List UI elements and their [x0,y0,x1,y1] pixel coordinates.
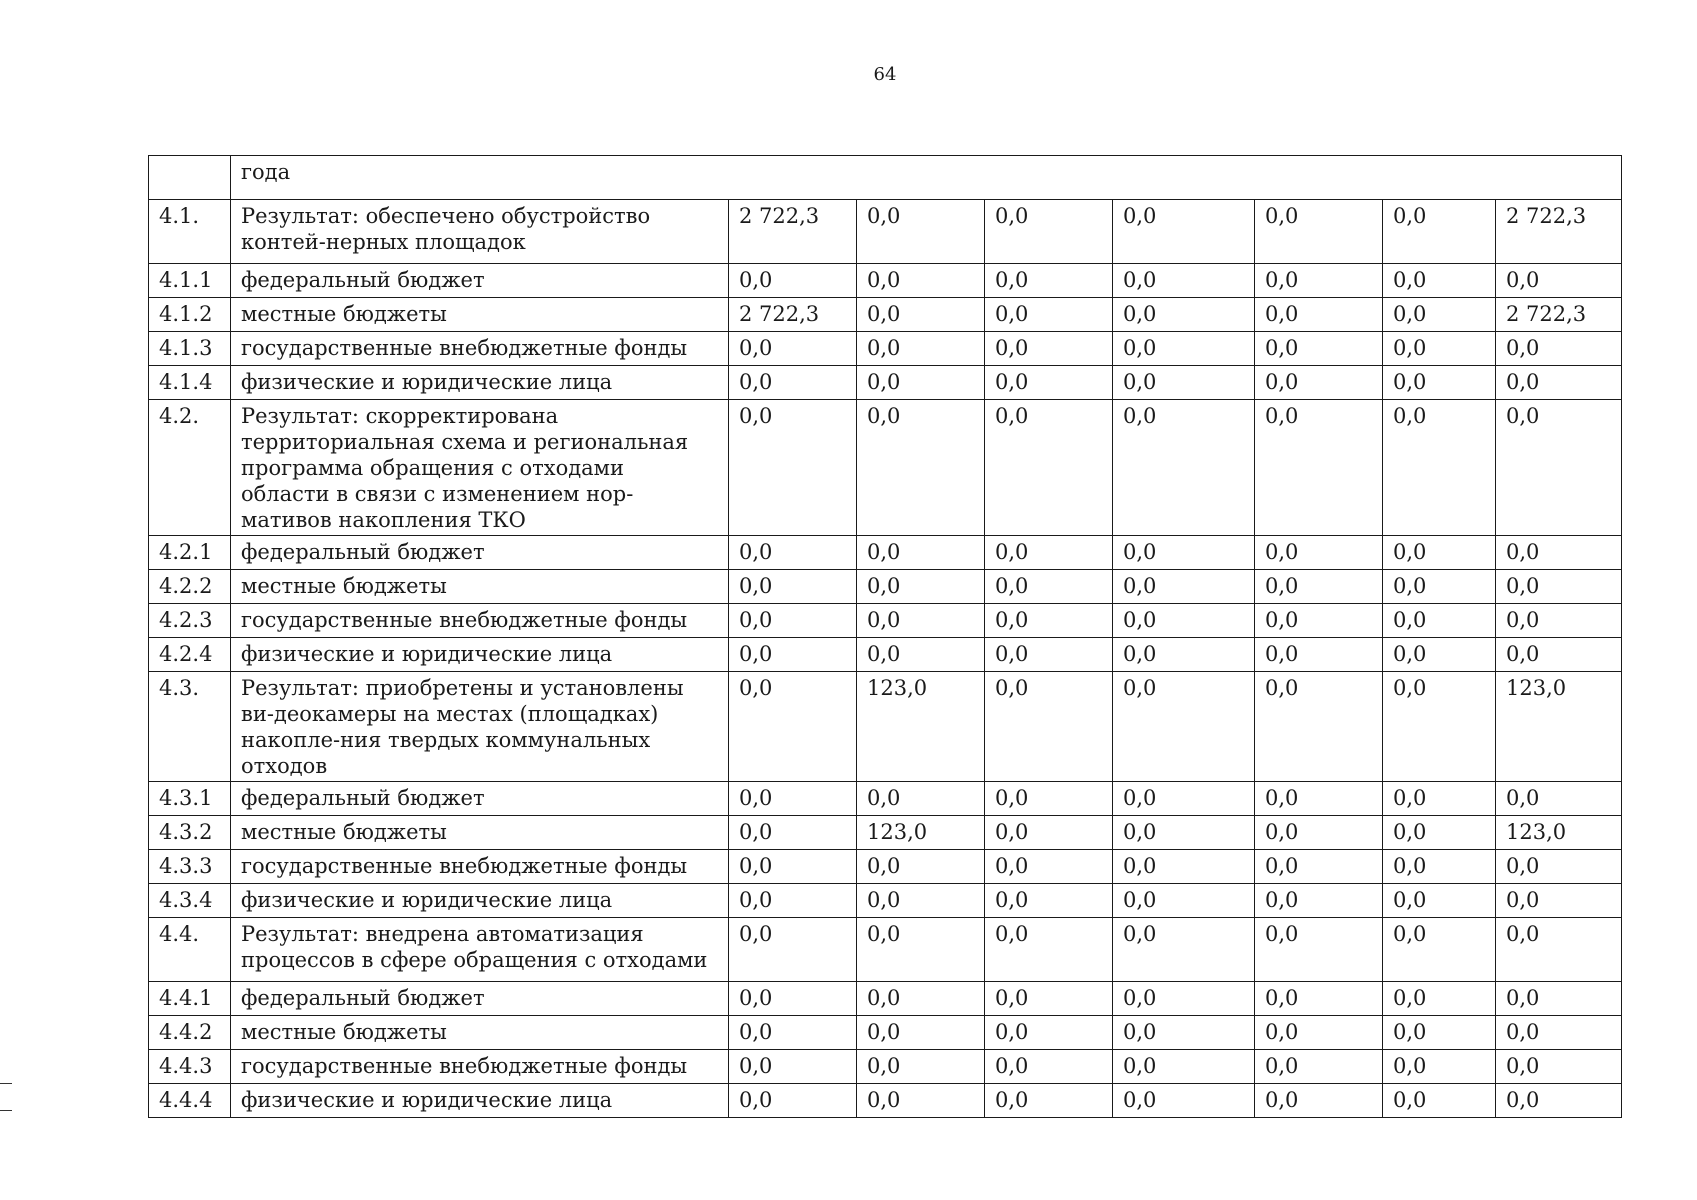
row-name: федеральный бюджет [231,536,729,570]
row-name: федеральный бюджет [231,264,729,298]
row-value: 0,0 [857,982,985,1016]
row-value: 0,0 [1496,400,1622,536]
row-name: государственные внебюджетные фонды [231,332,729,366]
row-value: 0,0 [1113,264,1255,298]
row-value: 0,0 [857,884,985,918]
row-name: физические и юридические лица [231,1084,729,1118]
row-value: 0,0 [985,782,1113,816]
row-value: 0,0 [985,400,1113,536]
row-value: 0,0 [857,1016,985,1050]
table-row [149,782,1622,816]
row-value: 0,0 [985,884,1113,918]
row-value: 0,0 [729,982,857,1016]
row-name: государственные внебюджетные фонды [231,604,729,638]
row-value: 0,0 [1113,1084,1255,1118]
row-value: 2 722,3 [729,298,857,332]
row-value: 0,0 [1255,536,1383,570]
table-header-row [149,156,1622,200]
row-value: 0,0 [1496,1016,1622,1050]
row-value: 0,0 [1383,638,1496,672]
row-value: 0,0 [1113,298,1255,332]
row-value: 0,0 [1255,298,1383,332]
row-value: 0,0 [729,536,857,570]
row-value: 0,0 [1255,200,1383,264]
row-value: 0,0 [729,1084,857,1118]
row-value: 0,0 [1255,982,1383,1016]
row-code: 4.4. [149,918,231,982]
row-value: 0,0 [729,782,857,816]
row-name: федеральный бюджет [231,982,729,1016]
table-row [149,1050,1622,1084]
row-value: 0,0 [985,1050,1113,1084]
row-value: 0,0 [1496,1084,1622,1118]
row-value: 0,0 [857,638,985,672]
row-value: 0,0 [1383,298,1496,332]
row-value: 0,0 [985,850,1113,884]
row-value: 0,0 [857,604,985,638]
row-code: 4.2.1 [149,536,231,570]
row-value: 123,0 [857,816,985,850]
row-value: 0,0 [1255,264,1383,298]
table-row [149,536,1622,570]
row-value: 0,0 [1255,400,1383,536]
row-code: 4.4.4 [149,1084,231,1118]
row-value: 0,0 [857,366,985,400]
row-name: местные бюджеты [231,1016,729,1050]
row-name: местные бюджеты [231,298,729,332]
row-value: 0,0 [1113,918,1255,982]
row-name: физические и юридические лица [231,884,729,918]
row-name: государственные внебюджетные фонды [231,1050,729,1084]
row-value: 0,0 [729,1050,857,1084]
row-code: 4.1.2 [149,298,231,332]
row-value: 0,0 [1113,672,1255,782]
header-code-cell [149,156,231,200]
row-code: 4.1.1 [149,264,231,298]
scan-edge-mark [0,1083,12,1084]
row-value: 0,0 [1255,884,1383,918]
row-value: 0,0 [729,918,857,982]
row-value: 0,0 [1255,604,1383,638]
row-value: 0,0 [985,536,1113,570]
row-value: 0,0 [1113,850,1255,884]
row-value: 2 722,3 [729,200,857,264]
row-value: 0,0 [729,638,857,672]
row-value: 0,0 [1255,816,1383,850]
table-row [149,570,1622,604]
row-value: 0,0 [1113,884,1255,918]
row-code: 4.3. [149,672,231,782]
row-name: физические и юридические лица [231,366,729,400]
row-value: 0,0 [729,816,857,850]
row-value: 0,0 [985,638,1113,672]
page-number: 64 [873,64,897,85]
row-value: 0,0 [1113,332,1255,366]
row-value: 123,0 [1496,816,1622,850]
row-value: 123,0 [857,672,985,782]
row-value: 0,0 [1255,918,1383,982]
row-name: государственные внебюджетные фонды [231,850,729,884]
row-name: местные бюджеты [231,816,729,850]
row-value: 0,0 [985,366,1113,400]
table-row [149,298,1622,332]
row-value: 0,0 [1383,850,1496,884]
row-code: 4.1.3 [149,332,231,366]
table-row [149,366,1622,400]
row-value: 0,0 [1383,782,1496,816]
row-value: 0,0 [1496,604,1622,638]
row-code: 4.2.2 [149,570,231,604]
row-code: 4.3.1 [149,782,231,816]
row-code: 4.4.3 [149,1050,231,1084]
row-value: 0,0 [1383,536,1496,570]
table-row [149,1016,1622,1050]
row-value: 0,0 [1496,884,1622,918]
row-value: 0,0 [857,400,985,536]
row-value: 0,0 [1113,200,1255,264]
header-text-cell: года [231,156,1622,200]
row-value: 0,0 [1496,570,1622,604]
table-row [149,918,1622,982]
row-value: 0,0 [1496,638,1622,672]
row-code: 4.2.3 [149,604,231,638]
row-value: 0,0 [1383,570,1496,604]
row-name: Результат: скорректирована территориальная схема и региональная программа обращения с отходами области в связи с изменением нор-мативов накопления ТКО [231,400,729,536]
row-value: 2 722,3 [1496,200,1622,264]
row-value: 0,0 [729,400,857,536]
row-code: 4.3.4 [149,884,231,918]
row-value: 0,0 [985,918,1113,982]
row-value: 0,0 [857,298,985,332]
row-value: 0,0 [729,570,857,604]
row-value: 0,0 [1255,1084,1383,1118]
row-value: 0,0 [1383,332,1496,366]
row-code: 4.2. [149,400,231,536]
row-value: 0,0 [985,264,1113,298]
row-value: 0,0 [1113,536,1255,570]
table-row [149,200,1622,264]
row-value: 0,0 [729,850,857,884]
table-row [149,1084,1622,1118]
row-value: 0,0 [1113,1050,1255,1084]
row-value: 0,0 [1113,982,1255,1016]
row-value: 0,0 [1113,1016,1255,1050]
row-value: 0,0 [1496,536,1622,570]
row-value: 0,0 [1383,816,1496,850]
row-value: 0,0 [1113,604,1255,638]
row-code: 4.4.2 [149,1016,231,1050]
row-value: 0,0 [1113,366,1255,400]
row-value: 0,0 [729,672,857,782]
row-value: 0,0 [1113,816,1255,850]
row-value: 0,0 [857,570,985,604]
table-row [149,850,1622,884]
row-value: 0,0 [1496,332,1622,366]
row-value: 0,0 [1383,1084,1496,1118]
row-value: 0,0 [1496,1050,1622,1084]
row-value: 0,0 [857,536,985,570]
row-code: 4.1. [149,200,231,264]
table-row [149,982,1622,1016]
row-value: 0,0 [985,1016,1113,1050]
row-value: 0,0 [1255,570,1383,604]
row-value: 0,0 [985,1084,1113,1118]
row-value: 0,0 [857,332,985,366]
row-value: 0,0 [1496,782,1622,816]
table-row [149,638,1622,672]
row-value: 0,0 [1255,1050,1383,1084]
row-name: Результат: внедрена автоматизация процессов в сфере обращения с отходами [231,918,729,982]
row-value: 0,0 [985,570,1113,604]
row-value: 0,0 [1383,918,1496,982]
row-name: Результат: обеспечено обустройство контей-нерных площадок [231,200,729,264]
table-row [149,332,1622,366]
row-name: физические и юридические лица [231,638,729,672]
row-value: 0,0 [1496,366,1622,400]
row-value: 0,0 [1113,782,1255,816]
row-value: 0,0 [1383,884,1496,918]
row-value: 0,0 [857,782,985,816]
table-row [149,604,1622,638]
row-value: 0,0 [1255,782,1383,816]
row-code: 4.3.2 [149,816,231,850]
row-value: 0,0 [1113,570,1255,604]
row-value: 0,0 [985,604,1113,638]
row-value: 0,0 [857,200,985,264]
row-value: 0,0 [1113,638,1255,672]
table-row [149,672,1622,782]
row-value: 0,0 [1496,850,1622,884]
table-row [149,264,1622,298]
row-value: 0,0 [857,918,985,982]
row-value: 0,0 [1496,264,1622,298]
row-value: 0,0 [1383,672,1496,782]
row-name: местные бюджеты [231,570,729,604]
row-value: 0,0 [1383,366,1496,400]
row-value: 0,0 [1383,400,1496,536]
row-value: 0,0 [1383,604,1496,638]
row-value: 0,0 [1255,1016,1383,1050]
table-body [149,156,1622,1118]
row-value: 0,0 [857,1050,985,1084]
row-value: 0,0 [985,298,1113,332]
row-value: 0,0 [1255,366,1383,400]
row-value: 0,0 [1383,1050,1496,1084]
row-value: 0,0 [1383,264,1496,298]
row-name: Результат: приобретены и установлены ви-деокамеры на местах (площадках) накопле-ния твердых коммунальных отходов [231,672,729,782]
table-row [149,816,1622,850]
row-value: 0,0 [1255,332,1383,366]
row-value: 0,0 [729,884,857,918]
row-name: федеральный бюджет [231,782,729,816]
row-value: 0,0 [1383,1016,1496,1050]
row-value: 123,0 [1496,672,1622,782]
row-value: 0,0 [1255,850,1383,884]
row-code: 4.1.4 [149,366,231,400]
row-value: 0,0 [1383,200,1496,264]
row-value: 0,0 [729,332,857,366]
row-value: 0,0 [985,672,1113,782]
row-value: 0,0 [729,366,857,400]
row-value: 0,0 [1255,672,1383,782]
row-value: 0,0 [729,604,857,638]
row-value: 0,0 [729,264,857,298]
row-value: 2 722,3 [1496,298,1622,332]
table-row [149,884,1622,918]
row-value: 0,0 [857,1084,985,1118]
row-value: 0,0 [985,816,1113,850]
row-code: 4.2.4 [149,638,231,672]
row-value: 0,0 [1113,400,1255,536]
scan-edge-mark [0,1110,12,1111]
row-value: 0,0 [1496,918,1622,982]
row-value: 0,0 [1255,638,1383,672]
row-value: 0,0 [1496,982,1622,1016]
row-value: 0,0 [985,200,1113,264]
row-value: 0,0 [985,332,1113,366]
row-value: 0,0 [985,982,1113,1016]
row-value: 0,0 [857,850,985,884]
row-code: 4.3.3 [149,850,231,884]
table-row [149,400,1622,536]
row-value: 0,0 [729,1016,857,1050]
budget-table [148,155,1622,1118]
row-value: 0,0 [857,264,985,298]
row-code: 4.4.1 [149,982,231,1016]
row-value: 0,0 [1383,982,1496,1016]
